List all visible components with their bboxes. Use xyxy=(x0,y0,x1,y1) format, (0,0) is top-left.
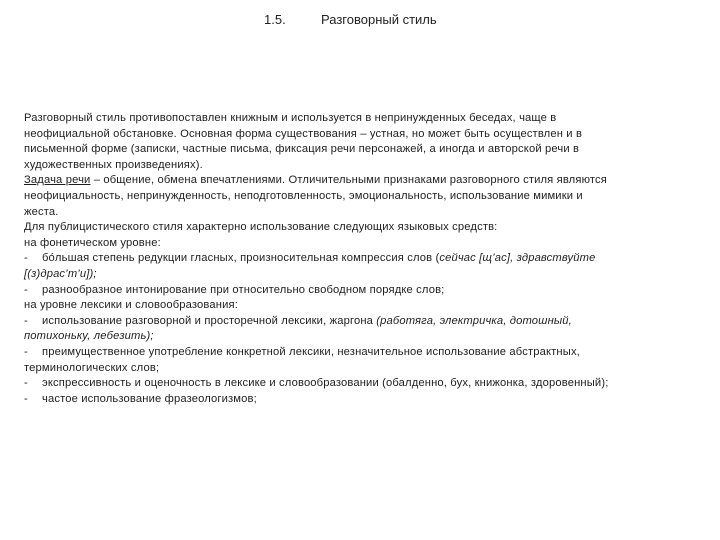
phonetic-item-text: разнообразное интонирование при относительно свободном порядке слов; xyxy=(42,283,445,296)
list-item xyxy=(24,283,694,299)
lexical-item-continuation: потихоньку, лебезить); xyxy=(24,330,154,343)
intro-line: художественных произведениях). xyxy=(24,158,203,171)
dash-marker: - xyxy=(24,377,28,390)
list-item xyxy=(24,345,694,361)
means-intro: Для публицистического стиля характерно использование следующих языковых средств: xyxy=(24,221,498,234)
lexical-item-text: частое использование фразеологизмов; xyxy=(42,392,257,405)
intro-line: неофициальной обстановке. Основная форма существования – устная, но может быть осуществлен и в xyxy=(24,127,583,140)
dash-marker: - xyxy=(24,345,28,358)
intro-line: письменной форме (записки, частные письма, фиксация речи персонажей, а иногда и авторской речи в xyxy=(24,143,580,156)
dash-marker: - xyxy=(24,252,28,265)
list-item xyxy=(24,392,694,408)
phonetic-item-text: бо́льшая степень редукции гласных, произносительная компрессия слов ( xyxy=(42,252,440,265)
lexical-item-text: преимущественное употребление конкретной лексики, незначительное использование абстрактных, xyxy=(42,345,580,358)
task-line xyxy=(24,173,694,189)
task-text: – общение, обмена впечатлениями. Отличительными признаками разговорного стиля являются xyxy=(90,174,607,187)
lexical-item-text: использование разговорной и просторечной лексики, жаргона xyxy=(42,314,377,327)
lexical-item-continuation: терминологических слов; xyxy=(24,361,160,374)
lexical-item-example: (работяга, электричка, дотошный, xyxy=(376,314,572,327)
dash-marker: - xyxy=(24,314,28,327)
phonetic-item-continuation: [(з)драс’т’и]); xyxy=(24,267,97,280)
list-item xyxy=(24,314,694,330)
task-label: Задача речи xyxy=(24,174,91,187)
section-heading xyxy=(0,12,720,32)
task-line: неофициальность, непринужденность, неподготовленность, эмоциональность, использование мимики и xyxy=(24,189,583,202)
task-line: жеста. xyxy=(24,205,59,218)
lexical-item-text: экспрессивность и оценочность в лексике и словообразовании (обалденно, бух, книжонка, здоровенный); xyxy=(42,377,609,390)
phonetic-label: на фонетическом уровне: xyxy=(24,236,161,249)
list-item xyxy=(24,376,694,392)
section-number: 1.5. xyxy=(264,12,286,27)
dash-marker: - xyxy=(24,392,28,405)
lexical-label: на уровне лексики и словообразования: xyxy=(24,299,238,312)
dash-marker: - xyxy=(24,283,28,296)
body-text xyxy=(24,111,694,407)
section-title: Разговорный стиль xyxy=(321,12,437,27)
list-item xyxy=(24,251,694,267)
phonetic-item-example: сейчас [щ’ас], здравствуйте xyxy=(439,252,596,265)
intro-line: Разговорный стиль противопоставлен книжным и используется в непринужденных беседах, чаще в xyxy=(24,112,557,124)
